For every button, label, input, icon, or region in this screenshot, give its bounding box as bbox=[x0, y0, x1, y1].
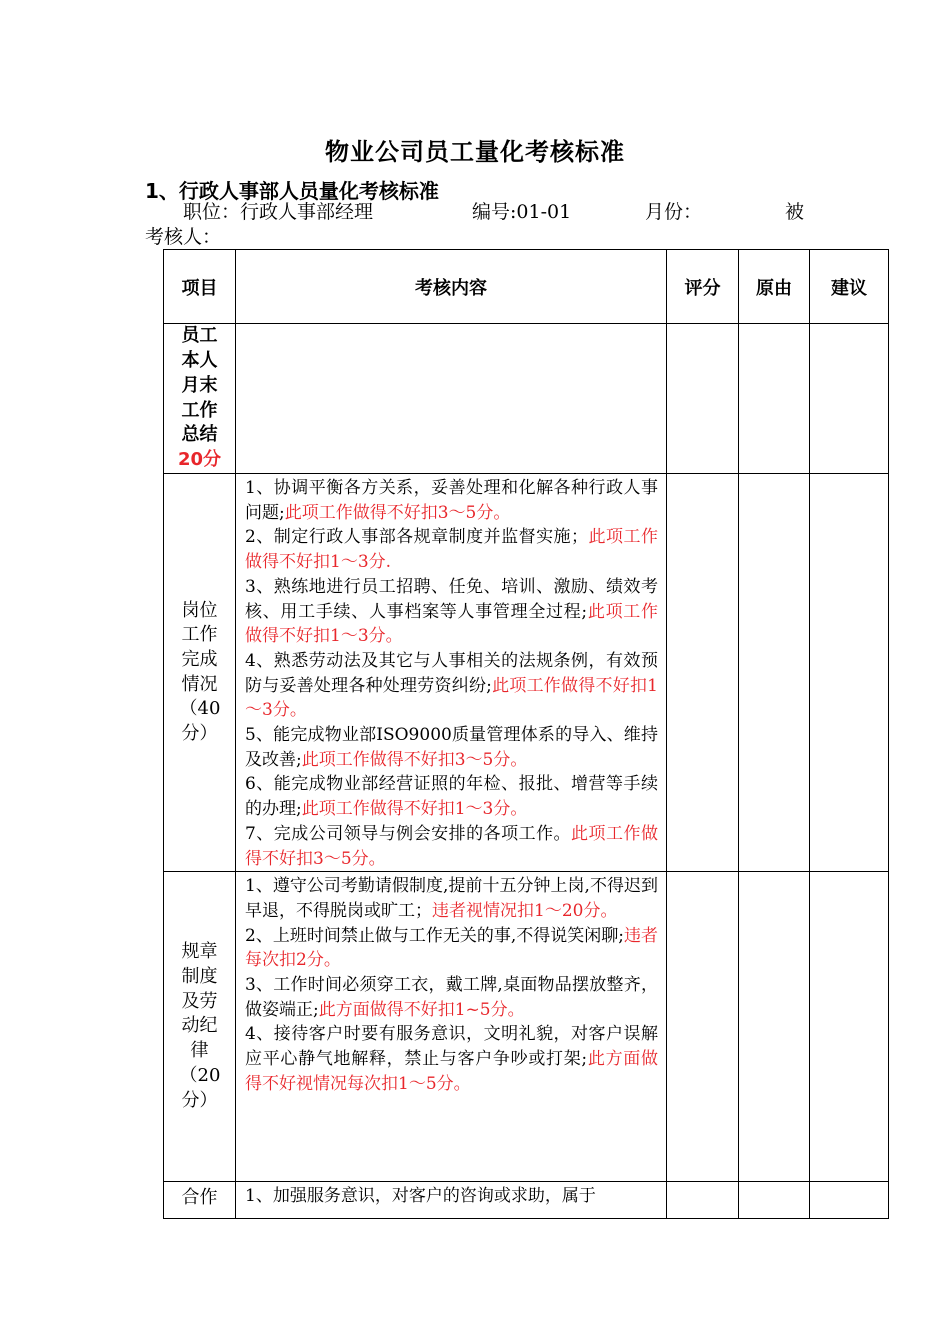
assessee-label-a: 被 bbox=[785, 201, 805, 223]
content-cell bbox=[236, 324, 667, 474]
page-title: 物业公司员工量化考核标准 bbox=[325, 138, 625, 166]
header-item: 项目 bbox=[164, 250, 236, 324]
list-item: 1、加强服务意识，对客户的咨询或求助，属于 bbox=[245, 1186, 596, 1207]
item-label: 合作 bbox=[181, 1187, 218, 1209]
item-cell bbox=[164, 1182, 236, 1219]
score-cell[interactable] bbox=[667, 474, 739, 872]
suggest-cell[interactable] bbox=[810, 872, 889, 1182]
list-item: 7、完成公司领导与例会安排的各项工作。此项工作做得不好扣3～5分。 bbox=[245, 823, 658, 869]
score-cell[interactable] bbox=[667, 324, 739, 474]
assessment-table bbox=[163, 249, 889, 1219]
list-item: 4、接待客户时要有服务意识，文明礼貌，对客户误解应平心静气地解释，禁止与客户争吵或打架;此方面做得不好视情况每次扣1～5分。 bbox=[245, 1024, 659, 1094]
list-item: 1、遵守公司考勤请假制度,提前十五分钟上岗,不得迟到早退，不得脱岗或旷工；违者视情况扣1～20分。 bbox=[245, 876, 658, 921]
suggest-cell[interactable] bbox=[810, 324, 889, 474]
reason-cell[interactable] bbox=[739, 1182, 810, 1219]
item-cell bbox=[164, 872, 236, 1182]
item-cell bbox=[164, 324, 236, 474]
table-row bbox=[164, 474, 889, 872]
list-item: 5、能完成物业部ISO9000质量管理体系的导入、维持及改善;此项工作做得不好扣3～5分。 bbox=[245, 725, 658, 770]
reason-cell[interactable] bbox=[739, 324, 810, 474]
item-points: 20分 bbox=[177, 448, 222, 470]
list-item: 3、工作时间必须穿工衣，戴工牌,桌面物品摆放整齐，做姿端正;此方面做得不好扣1~5分。 bbox=[245, 975, 658, 1020]
suggest-cell[interactable] bbox=[810, 474, 889, 872]
reason-cell[interactable] bbox=[739, 872, 810, 1182]
suggest-cell[interactable] bbox=[810, 1182, 889, 1219]
score-cell[interactable] bbox=[667, 872, 739, 1182]
table-row bbox=[164, 324, 889, 474]
list-item: 6、能完成物业部经营证照的年检、报批、增营等手续的办理;此项工作做得不好扣1～3分。 bbox=[245, 774, 658, 820]
item-cell bbox=[164, 474, 236, 872]
table-header-row bbox=[164, 250, 889, 324]
header-reason: 原由 bbox=[739, 250, 810, 324]
table-row bbox=[164, 872, 889, 1182]
position-field: 职位：行政人事部经理 bbox=[183, 201, 374, 223]
header-score: 评分 bbox=[667, 250, 739, 324]
item-label: 员工本人月末工作总结 bbox=[181, 325, 218, 446]
month-field: 月份： bbox=[645, 201, 703, 223]
content-cell bbox=[236, 474, 667, 872]
score-cell[interactable] bbox=[667, 1182, 739, 1219]
list-item: 2、上班时间禁止做与工作无关的事,不得说笑闲聊;违者每次扣2分。 bbox=[245, 925, 659, 971]
list-item: 3、熟练地进行员工招聘、任免、培训、激励、绩效考核、用工手续、人事档案等人事管理全过程;此项工作做得不好扣1～3分。 bbox=[245, 576, 659, 647]
content-cell bbox=[236, 872, 667, 1182]
assessee-label-b: 考核人： bbox=[145, 226, 222, 248]
item-label: 岗位工作完成情况（40分） bbox=[179, 599, 221, 745]
number-field: 编号:01-01 bbox=[472, 201, 572, 223]
list-item: 2、制定行政人事部各规章制度并监督实施；此项工作做得不好扣1～3分. bbox=[245, 527, 658, 573]
header-content: 考核内容 bbox=[236, 250, 667, 324]
reason-cell[interactable] bbox=[739, 474, 810, 872]
list-item: 1、协调平衡各方关系，妥善处理和化解各种行政人事问题;此项工作做得不好扣3～5分。 bbox=[245, 478, 658, 523]
section-heading: 1、行政人事部人员量化考核标准 bbox=[145, 179, 439, 203]
item-label: 规章制度及劳动纪律（20分） bbox=[179, 941, 221, 1111]
list-item: 4、熟悉劳动法及其它与人事相关的法规条例，有效预防与妥善处理各种处理劳资纠纷;此项工作做得不好扣1～3分。 bbox=[245, 650, 658, 721]
table-row bbox=[164, 1182, 889, 1219]
header-suggest: 建议 bbox=[810, 250, 889, 324]
content-cell bbox=[236, 1182, 667, 1219]
